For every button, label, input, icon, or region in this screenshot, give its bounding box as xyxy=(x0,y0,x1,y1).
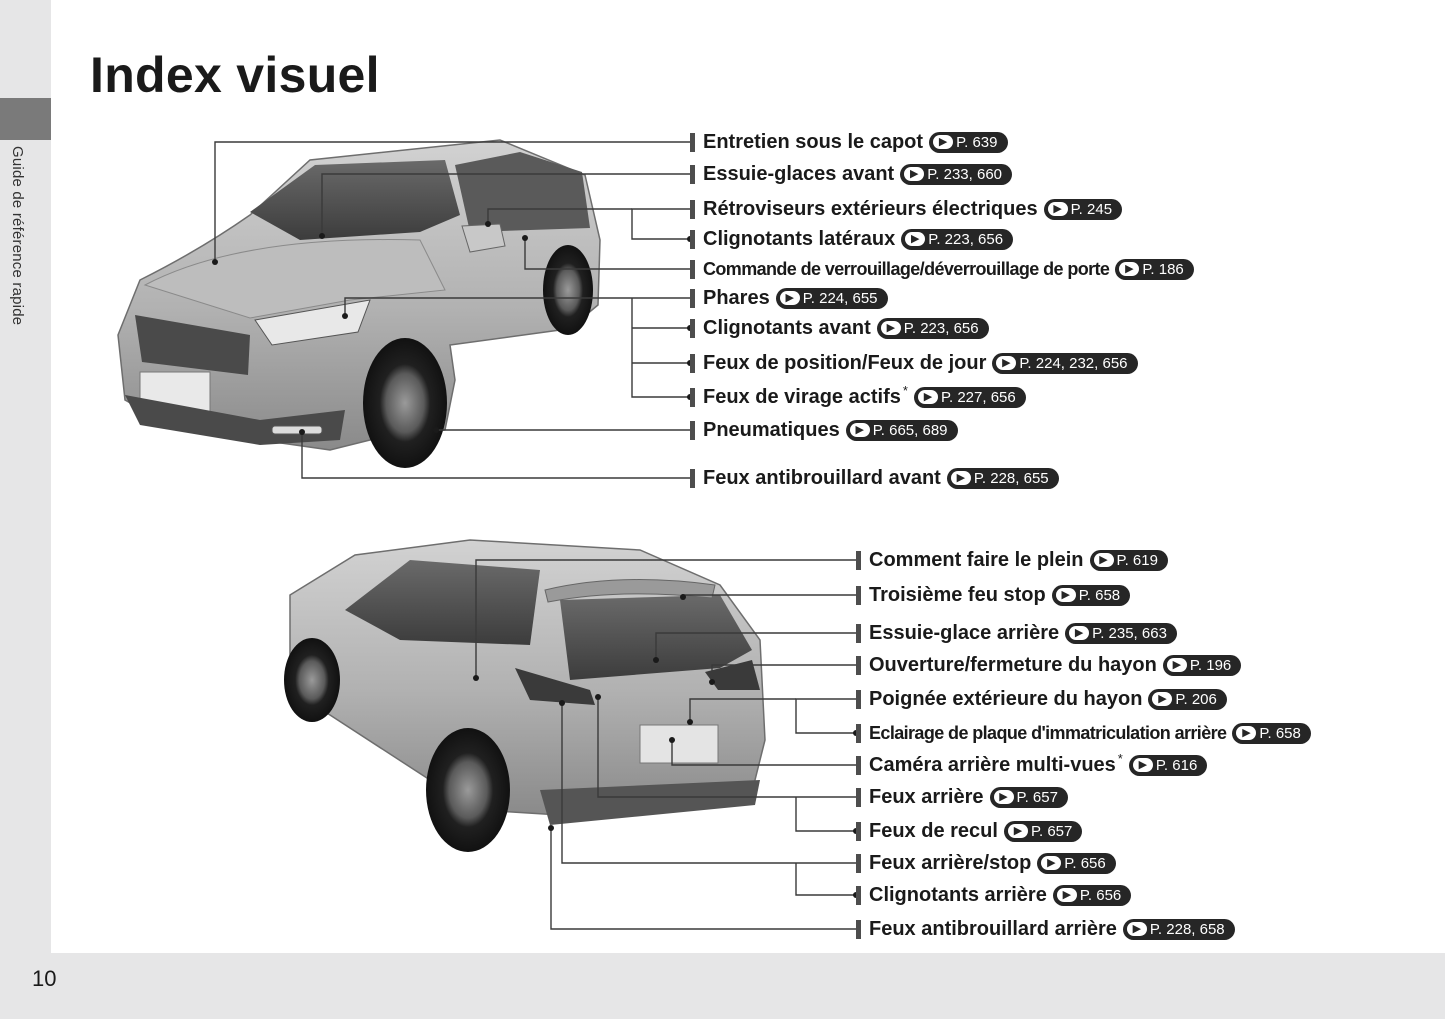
page-reference-text: P. 235, 663 xyxy=(1092,624,1167,642)
page-reference-link[interactable] xyxy=(901,229,1013,250)
callout-item xyxy=(690,196,1122,222)
page-reference-link[interactable] xyxy=(877,318,989,339)
callout-label: Essuie-glaces avant xyxy=(703,162,895,185)
callout-bar xyxy=(690,319,695,338)
callout-item xyxy=(856,547,1168,573)
page-reference-text: P. 656 xyxy=(1064,854,1106,872)
page-reference-text: P. 227, 656 xyxy=(940,388,1016,406)
page-reference-text: P. 616 xyxy=(1155,756,1198,774)
page-reference-text: P. 224, 655 xyxy=(802,289,878,307)
page-reference-text: P. 223, 656 xyxy=(928,230,1004,248)
arrow-right-icon: ▶ xyxy=(1094,553,1114,567)
arrow-right-icon: ▶ xyxy=(951,471,971,485)
rear-leader-line xyxy=(551,828,856,929)
callout-item xyxy=(690,129,1008,155)
callout-item xyxy=(690,285,888,311)
callout-bar xyxy=(856,920,861,939)
page-reference-text: P. 639 xyxy=(956,133,998,151)
callout-item xyxy=(690,256,1194,282)
page-reference-link[interactable] xyxy=(1065,623,1177,644)
rear-anchor-dot xyxy=(548,825,554,831)
arrow-right-icon: ▶ xyxy=(904,167,924,181)
callout-label: Comment faire le plein xyxy=(869,548,1084,571)
callout-item xyxy=(856,818,1082,844)
page-reference-link[interactable] xyxy=(990,787,1068,808)
page-title: Index visuel xyxy=(90,47,380,103)
arrow-right-icon: ▶ xyxy=(1119,262,1139,276)
callout-label: Rétroviseurs extérieurs électriques xyxy=(703,197,1038,220)
arrow-right-icon: ▶ xyxy=(1057,888,1077,902)
callout-bar xyxy=(690,200,695,219)
front-car-windshield xyxy=(250,160,460,240)
page-number: 10 xyxy=(32,966,57,991)
section-label: Guide de référence rapide xyxy=(9,146,26,326)
callout-bar xyxy=(856,788,861,807)
page-reference-text: P. 228, 658 xyxy=(1149,920,1225,938)
callout-item xyxy=(690,350,1138,376)
arrow-right-icon: ▶ xyxy=(1167,658,1187,672)
page-reference-link[interactable] xyxy=(947,468,1059,489)
page-reference-link[interactable] xyxy=(846,420,958,441)
front-leader-line xyxy=(632,209,690,239)
front-anchor-dot xyxy=(319,233,325,239)
callout-bar xyxy=(690,165,695,184)
front-anchor-dot xyxy=(342,313,348,319)
front-car-fog-light xyxy=(272,426,322,434)
rear-car-illustration xyxy=(284,540,765,852)
rear-leader-line xyxy=(796,699,856,733)
callout-bar xyxy=(690,260,695,279)
page-reference-link[interactable] xyxy=(1052,585,1130,606)
footer-band xyxy=(0,953,1445,1019)
rear-anchor-dot xyxy=(595,694,601,700)
callout-label: Essuie-glace arrière xyxy=(869,621,1060,644)
front-car-front-tire xyxy=(363,338,447,468)
rear-car-plate xyxy=(640,725,718,763)
page-reference-text: P. 658 xyxy=(1259,724,1301,742)
arrow-right-icon: ▶ xyxy=(1056,588,1076,602)
rear-anchor-dot xyxy=(669,737,675,743)
arrow-right-icon: ▶ xyxy=(1041,856,1061,870)
arrow-right-icon: ▶ xyxy=(850,423,870,437)
page-reference-text: P. 657 xyxy=(1030,822,1073,840)
rear-car-rear-tire xyxy=(426,728,510,852)
callout-item xyxy=(690,417,958,443)
callout-label: Feux arrière xyxy=(869,785,984,808)
callout-bar xyxy=(856,724,861,743)
page-reference-link[interactable] xyxy=(1090,550,1168,571)
callout-bar xyxy=(690,421,695,440)
page-reference-link[interactable] xyxy=(992,353,1137,374)
rear-car-front-tire xyxy=(284,638,340,722)
rear-anchor-dot xyxy=(687,719,693,725)
front-anchor-dot xyxy=(433,427,439,433)
arrow-right-icon: ▶ xyxy=(780,291,800,305)
page-reference-text: P. 228, 655 xyxy=(973,469,1049,487)
page-reference-link[interactable] xyxy=(1163,655,1241,676)
arrow-right-icon: ▶ xyxy=(918,390,938,404)
callout-bar xyxy=(856,624,861,643)
front-leader-line xyxy=(632,298,690,397)
callout-bar xyxy=(856,822,861,841)
rear-leader-line xyxy=(796,863,856,895)
arrow-right-icon: ▶ xyxy=(1008,824,1028,838)
page-reference-text: P. 245 xyxy=(1070,200,1113,218)
page-reference-text: P. 619 xyxy=(1116,551,1158,569)
page-reference-link[interactable] xyxy=(1037,853,1115,874)
callout-label: Feux arrière/stop xyxy=(869,851,1032,874)
front-anchor-dot xyxy=(299,429,305,435)
callout-item xyxy=(690,161,1012,187)
callout-item xyxy=(690,315,989,341)
page-reference-text: P. 186 xyxy=(1142,260,1184,278)
page-reference-link[interactable] xyxy=(776,288,888,309)
arrow-right-icon: ▶ xyxy=(905,232,925,246)
callout-bar xyxy=(690,230,695,249)
callout-bar xyxy=(690,289,695,308)
callout-label: Commande de verrouillage/déverrouillage de porte xyxy=(703,258,1110,279)
callout-bar xyxy=(856,886,861,905)
callout-bar xyxy=(856,586,861,605)
rear-anchor-dot xyxy=(473,675,479,681)
front-anchor-dot xyxy=(485,221,491,227)
page-reference-link[interactable] xyxy=(1148,689,1226,710)
page-reference-text: P. 665, 689 xyxy=(872,421,948,439)
page-reference-text: P. 233, 660 xyxy=(927,165,1003,183)
front-anchor-dot xyxy=(522,235,528,241)
callout-bar xyxy=(856,656,861,675)
callout-item xyxy=(856,916,1235,942)
callout-item xyxy=(690,226,1013,252)
callout-bar xyxy=(856,551,861,570)
rear-leader-line xyxy=(796,797,856,831)
page-reference-link[interactable] xyxy=(900,164,1012,185)
page-reference-link[interactable] xyxy=(929,132,1007,153)
page-reference-link[interactable] xyxy=(1044,199,1122,220)
arrow-right-icon: ▶ xyxy=(994,790,1014,804)
front-car-rear-tire xyxy=(543,245,593,335)
arrow-right-icon: ▶ xyxy=(1152,692,1172,706)
arrow-right-icon: ▶ xyxy=(1069,626,1089,640)
front-anchor-dot xyxy=(212,259,218,265)
callout-label: Poignée extérieure du hayon xyxy=(869,687,1143,710)
arrow-right-icon: ▶ xyxy=(1048,202,1068,216)
page-reference-link[interactable] xyxy=(1053,885,1131,906)
callout-label: Feux antibrouillard avant xyxy=(703,466,941,489)
callout-label: Clignotants avant xyxy=(703,316,871,339)
arrow-right-icon: ▶ xyxy=(881,321,901,335)
page-reference-link[interactable] xyxy=(914,387,1026,408)
callout-label: Ouverture/fermeture du hayon xyxy=(869,653,1157,676)
callout-bar xyxy=(690,354,695,373)
callout-item xyxy=(856,752,1207,778)
callout-bar xyxy=(690,133,695,152)
optional-equipment-mark: * xyxy=(902,382,908,398)
arrow-right-icon: ▶ xyxy=(996,356,1016,370)
rear-anchor-dot xyxy=(653,657,659,663)
callout-item xyxy=(856,882,1131,908)
arrow-right-icon: ▶ xyxy=(933,135,953,149)
page-reference-link[interactable] xyxy=(1129,755,1207,776)
callout-label: Feux de recul xyxy=(869,819,998,842)
optional-equipment-mark: * xyxy=(1117,750,1123,766)
page-reference-text: P. 656 xyxy=(1079,886,1122,904)
callout-bar xyxy=(856,756,861,775)
callout-label: Feux antibrouillard arrière xyxy=(869,917,1117,940)
callout-item xyxy=(690,465,1059,491)
rear-anchor-dot xyxy=(559,700,565,706)
callout-item xyxy=(856,720,1311,746)
callout-bar xyxy=(690,388,695,407)
callout-label: Eclairage de plaque d'immatriculation arrière xyxy=(869,722,1227,743)
callout-label: Pneumatiques xyxy=(703,418,840,441)
callout-item xyxy=(856,850,1116,876)
arrow-right-icon: ▶ xyxy=(1127,922,1147,936)
arrow-right-icon: ▶ xyxy=(1133,758,1153,772)
front-car-side-window xyxy=(455,152,590,232)
callout-label: Entretien sous le capot xyxy=(703,130,924,153)
callout-label: Caméra arrière multi-vues xyxy=(869,753,1116,776)
callout-label: Troisième feu stop xyxy=(869,583,1046,606)
callout-label: Clignotants latéraux xyxy=(703,227,896,250)
page-reference-link[interactable] xyxy=(1232,723,1310,744)
callout-bar xyxy=(690,469,695,488)
callout-bar xyxy=(856,690,861,709)
callout-item xyxy=(690,384,1026,410)
page-reference-text: P. 224, 232, 656 xyxy=(1019,354,1128,372)
page-reference-text: P. 657 xyxy=(1016,788,1058,806)
page-reference-link[interactable] xyxy=(1123,919,1235,940)
rear-anchor-dot xyxy=(709,679,715,685)
callout-item xyxy=(856,652,1241,678)
page-reference-text: P. 206 xyxy=(1175,690,1217,708)
page-reference-link[interactable] xyxy=(1115,259,1193,280)
page-reference-text: P. 658 xyxy=(1078,586,1121,604)
callout-item xyxy=(856,582,1130,608)
callout-label: Feux de position/Feux de jour xyxy=(703,351,987,374)
page-reference-link[interactable] xyxy=(1004,821,1082,842)
callout-label: Clignotants arrière xyxy=(869,883,1047,906)
front-car-illustration xyxy=(118,140,600,468)
arrow-right-icon: ▶ xyxy=(1236,726,1256,740)
callout-item xyxy=(856,784,1068,810)
page-reference-text: P. 196 xyxy=(1189,656,1232,674)
callout-bar xyxy=(856,854,861,873)
page-reference-text: P. 223, 656 xyxy=(903,319,979,337)
callout-item xyxy=(856,686,1227,712)
callout-item xyxy=(856,620,1177,646)
callout-label: Phares xyxy=(703,286,770,309)
rear-anchor-dot xyxy=(680,594,686,600)
callout-label: Feux de virage actifs xyxy=(703,385,901,408)
